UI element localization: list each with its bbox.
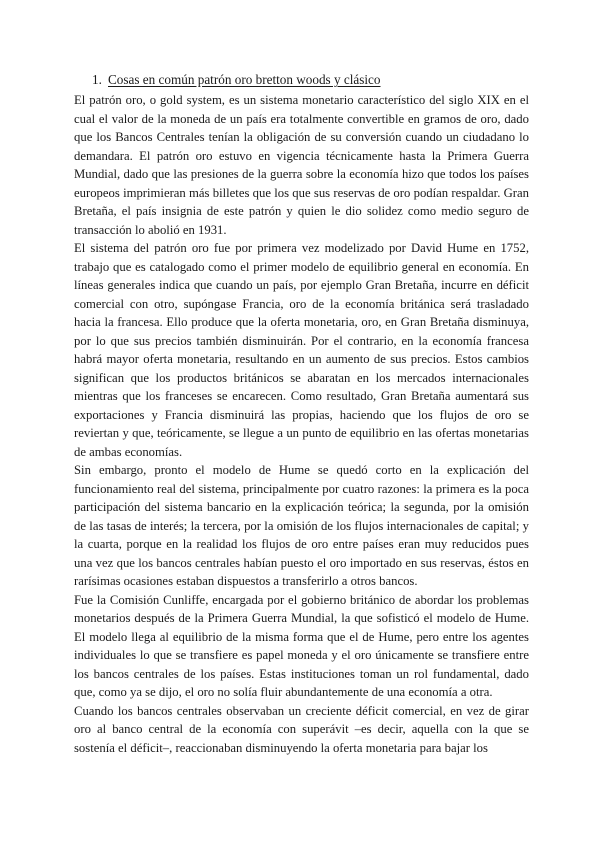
paragraph-limitaciones: Sin embargo, pronto el modelo de Hume se quedó corto en la explicación del funcionamiento real del sistema, principalmente por cuatro razones: la primera es la poca participación del sistema bancario en la explicación teórica; la segunda, por la omisión de las tasas de interés; la tercera, por la omisión de los flujos internacionales de capital; y la cuarta, porque en la realidad los flujos de oro entre países eran muy reducidos pues una vez que los bancos centrales habían puesto el oro importado en sus reservas, éstos en rarísimas ocasiones estaban dispuestos a transferirlo a otros bancos. — [74, 463, 529, 588]
section-heading — [92, 70, 529, 89]
paragraph-comision-cunliffe: Fue la Comisión Cunliffe, encargada por el gobierno británico de abordar los problemas monetarios después de la Primera Guerra Mundial, la que sofisticó el modelo de Hume. El modelo llega al equilibrio de la misma forma que el de Hume, pero entre los agentes individuales lo que se transfiere es papel moneda y el oro únicamente se transfiere entre los bancos centrales de los países. Estas instituciones toman un rol fundamental, dado que, como ya se dijo, el oro no solía fluir abundantemente de una economía a otra. — [74, 592, 529, 699]
paragraph-bancos-centrales: Cuando los bancos centrales observaban un creciente déficit comercial, en vez de girar oro al banco central de la economía con superávit –es decir, aquella con la que se sostenía el déficit–, reaccionaban disminuyendo la oferta monetaria para bajar los — [74, 703, 529, 755]
paragraph-modelo-hume: El sistema del patrón oro fue por primera vez modelizado por David Hume en 1752, trabajo que es catalogado como el primer modelo de equilibrio general en economía. En líneas generales indica que cuando un país, por ejemplo Gran Bretaña, incurre en déficit comercial con otro, supóngase Francia, oro de la economía británica será trasladado hacia la francesa. Ello produce que la oferta monetaria, oro, en Gran Bretaña disminuya, por lo que sus precios también disminuirán. Por el contrario, en la economía francesa habrá mayor oferta monetaria, resultando en un aumento de sus precios. Estos cambios significan que los productos británicos se abaratan en los mercados internacionales mientras que los franceses se encarecen. Como resultado, Gran Bretaña aumentará sus exportaciones y Francia disminuirá las propias, haciendo que los flujos de oro se reviertan y que, teóricamente, se llegue a un punto de equilibrio en las ofertas monetarias de ambas economías. — [74, 241, 529, 459]
heading-number: 1. — [92, 72, 102, 87]
heading-title: Cosas en común patrón oro bretton woods y clásico — [108, 72, 381, 87]
paragraph-patron-oro: El patrón oro, o gold system, es un sistema monetario característico del siglo XIX en el cual el valor de la moneda de un país era totalmente convertible en gramos de oro, dado que los Bancos Centrales tenían la obligación de su conversión cuando un ciudadano lo demandara. El patrón oro estuvo en vigencia técnicamente hasta la Primera Guerra Mundial, dado que las presiones de la guerra sobre la economía hizo que todos los países europeos imprimieran más billetes que los que sus reservas de oro podían respaldar. Gran Bretaña, el país insignia de este patrón y quien le dio solidez como medio seguro de transacción lo abolió en 1931. — [74, 93, 529, 237]
